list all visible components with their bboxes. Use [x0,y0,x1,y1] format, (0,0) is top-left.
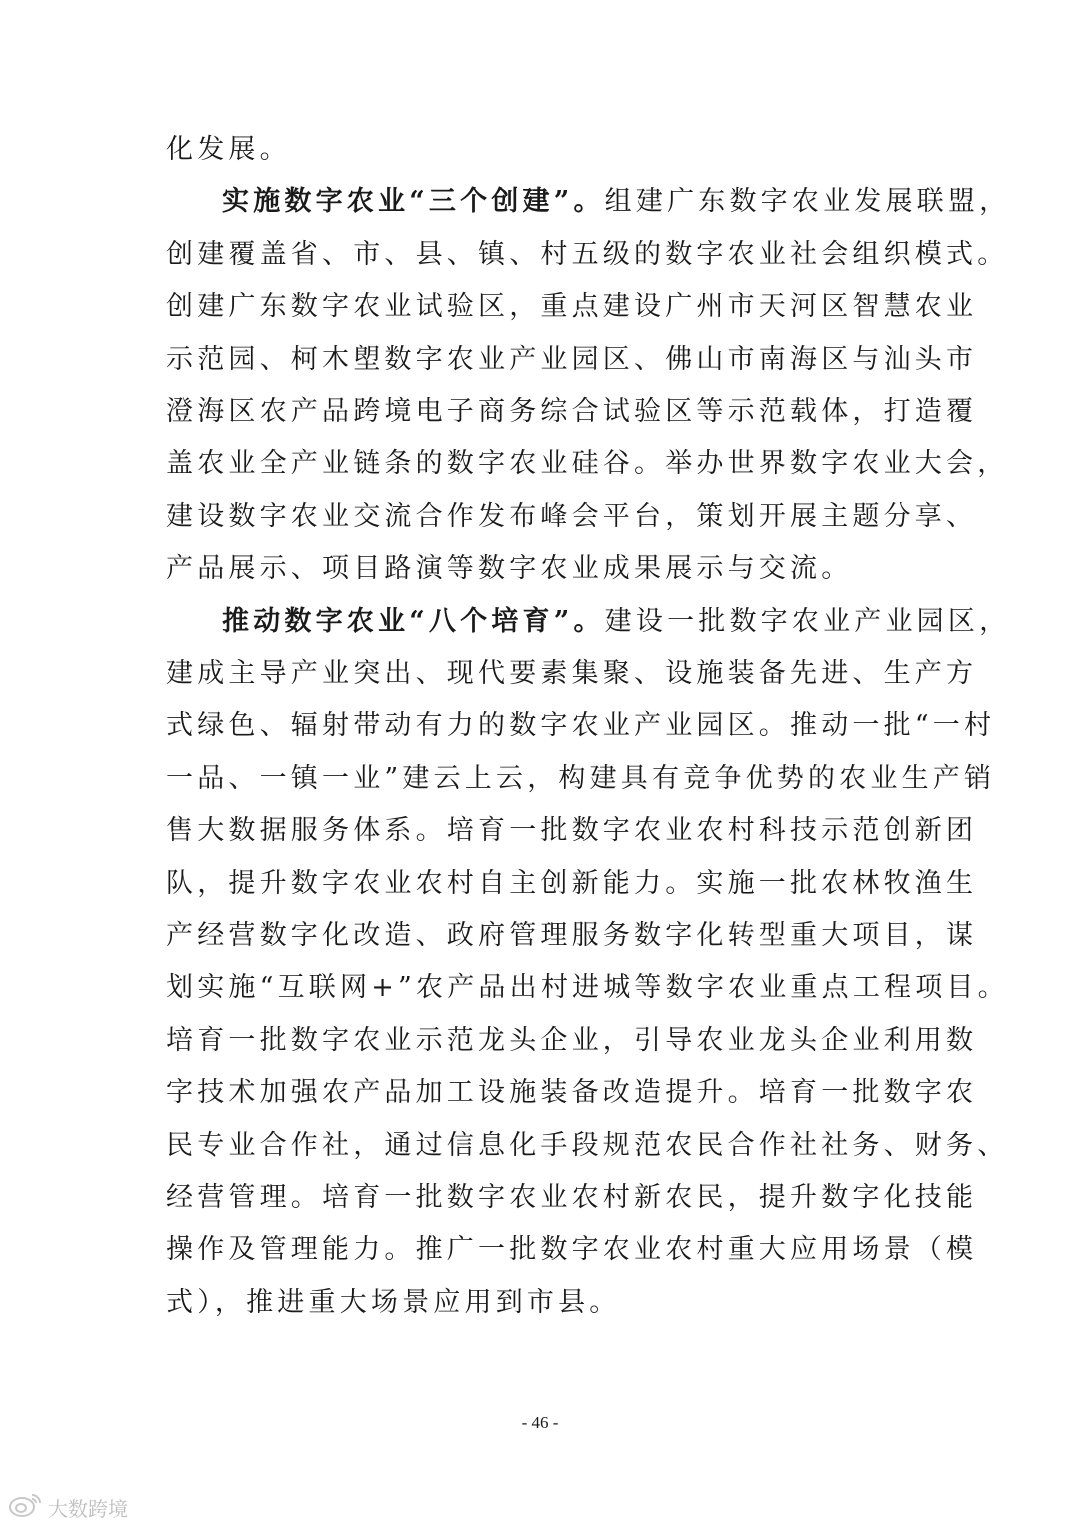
line-text: 盖农业全产业链条的数字农业硅谷。举办世界数字农业大会， [166,448,1009,480]
line-text: 示范园、柯木塱数字农业产业园区、佛山市南海区与汕头市 [166,343,978,375]
line-text: 组建广东数字农业发展联盟， [604,186,1011,218]
text-line [166,500,977,534]
line-text: 划实施“互联网+”农产品出村进城等数字农业重点工程项目。 [166,972,1009,1004]
line-text: 民专业合作社，通过信息化手段规范农民合作社社务、财务、 [166,1129,1009,1161]
text-line [166,971,1009,1005]
text-line [222,605,1010,639]
text-line [166,657,977,691]
watermark-text: 大数跨境 [48,1497,128,1521]
text-line [166,1181,977,1215]
line-text: 式），推进重大场景应用到市县。 [166,1286,621,1318]
text-line [166,238,1008,272]
line-text: 产经营数字化改造、政府管理服务数字化转型重大项目，谋 [166,920,978,951]
bold-heading: 实施数字农业“三个创建”。 [222,186,605,218]
line-text: 培育一批数字农业示范龙头企业，引导农业龙头企业利用数 [166,1024,978,1056]
line-text: 一品、一镇一业”建云上云，构建具有竞争优势的农业生产销 [166,762,996,794]
line-text: 式绿色、辐射带动有力的数字农业产业园区。推动一批“一村 [166,710,996,742]
text-line [166,1233,977,1267]
page-number: - 46 - [521,1413,559,1432]
text-line [166,447,1008,481]
text-line [166,762,995,796]
line-text: 化发展。 [166,134,291,165]
line-text: 产品展示、项目路演等数字农业成果展示与交流。 [166,553,853,585]
line-text: 建成主导产业突出、现代要素集聚、设施装备先进、生产方 [166,658,978,689]
text-line [166,395,977,429]
line-text: 经营管理。培育一批数字农业农村新农民，提升数字化技能 [166,1182,978,1213]
text-line [166,919,977,953]
text-line [166,290,977,324]
text-line [166,1286,621,1320]
text-line [166,867,977,901]
line-text: 创建广东数字农业试验区，重点建设广州市天河区智慧农业 [166,291,978,323]
line-text: 字技术加强农产品加工设施装备改造提升。培育一批数字农 [166,1077,978,1109]
watermark [8,1492,128,1523]
text-line [166,1076,977,1110]
bold-heading: 推动数字农业“八个培育”。 [222,605,605,637]
text-line [166,1024,977,1058]
line-text: 建设数字农业交流合作发布峰会平台，策划开展主题分享、 [166,500,978,532]
line-text: 售大数据服务体系。培育一批数字农业农村科技示范创新团 [166,815,978,847]
text-line [166,814,977,848]
line-text: 队，提升数字农业农村自主创新能力。实施一批农林牧渔生 [166,867,978,899]
text-line [166,133,291,167]
text-line [166,1129,1008,1163]
weibo-icon [8,1492,42,1523]
text-line [166,343,977,377]
line-text: 澄海区农产品跨境电子商务综合试验区等示范载体，打造覆 [166,396,978,427]
text-line [166,552,852,586]
text-line [222,185,1010,219]
text-line [166,709,995,743]
line-text: 创建覆盖省、市、县、镇、村五级的数字农业社会组织模式。 [166,238,1009,270]
line-text: 建设一批数字农业产业园区， [604,605,1011,637]
line-text: 操作及管理能力。推广一批数字农业农村重大应用场景（模 [166,1234,978,1266]
